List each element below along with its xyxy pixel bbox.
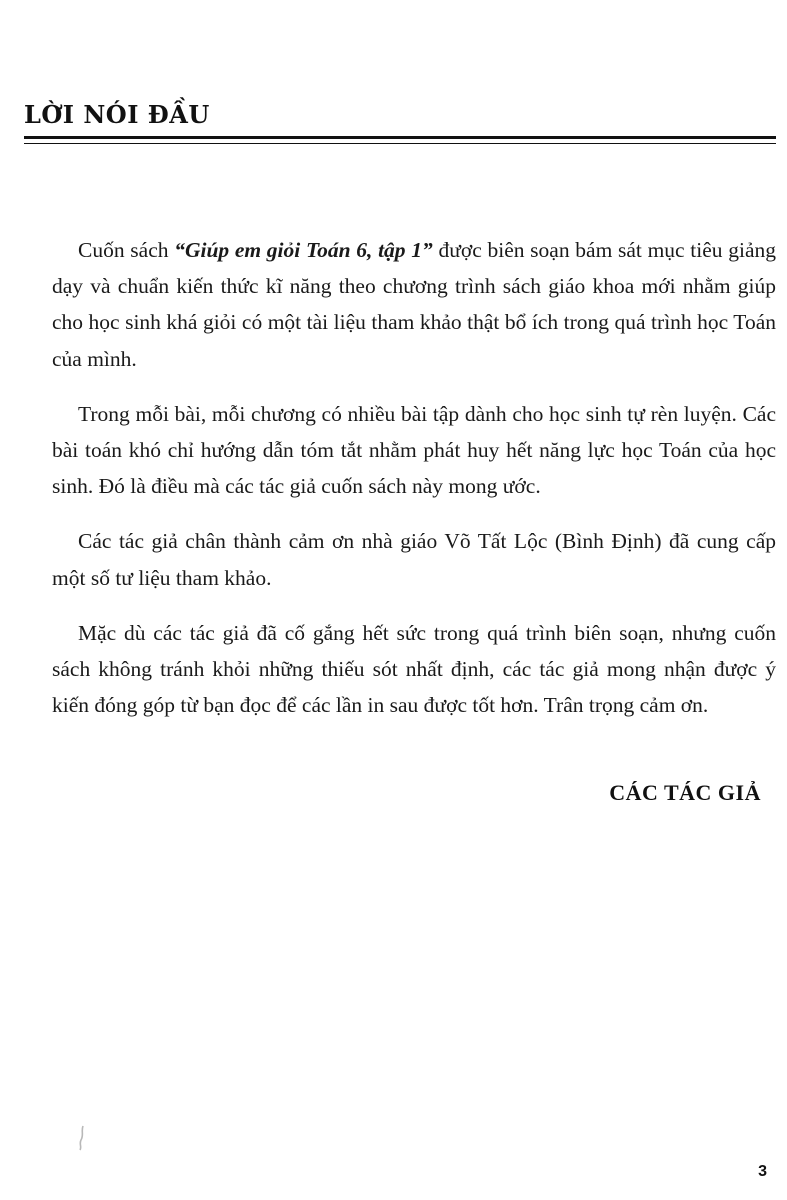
paragraph-1-rest: được biên soạn bám sát mục tiêu giảng dạy và chuẩn kiến thức kĩ năng theo chương trình sách giáo khoa mới nhằm giúp cho học sinh khá giỏi có một tài liệu tham khảo thật bổ ích trong quá trình học Toán của mình. <box>52 238 776 371</box>
scan-smudge-mark <box>78 1125 86 1151</box>
paragraph-1-lead: Cuốn sách <box>78 238 175 262</box>
paragraph-3: Các tác giả chân thành cảm ơn nhà giáo Võ Tất Lộc (Bình Định) đã cung cấp một số tư liệu tham khảo. <box>52 529 776 590</box>
heading-rule-thick <box>24 136 776 139</box>
paragraph-4: Mặc dù các tác giả đã cố gắng hết sức trong quá trình biên soạn, nhưng cuốn sách không tránh khỏi những thiếu sót nhất định, các tác giả mong nhận được ý kiến đóng góp từ bạn đọc để các lần in sau được tốt hơn. Trân trọng cảm ơn. <box>52 620 776 718</box>
page-number: 3 <box>758 1163 767 1180</box>
paragraph-1 <box>52 232 776 377</box>
paragraph-2: Trong mỗi bài, mỗi chương có nhiều bài tập dành cho học sinh tự rèn luyện. Các bài toán khó chỉ hướng dẫn tóm tắt nhằm phát huy hết năng lực học Toán của học sinh. Đó là điều mà các tác giả cuốn sách này mong ước. <box>52 401 776 499</box>
signature: CÁC TÁC GIẢ <box>609 780 761 805</box>
preface-body <box>52 232 776 742</box>
page-heading: LỜI NÓI ĐẦU <box>24 100 210 129</box>
book-title: “Giúp em giỏi Toán 6, tập 1” <box>174 238 433 262</box>
heading-rule-thin <box>24 143 776 144</box>
